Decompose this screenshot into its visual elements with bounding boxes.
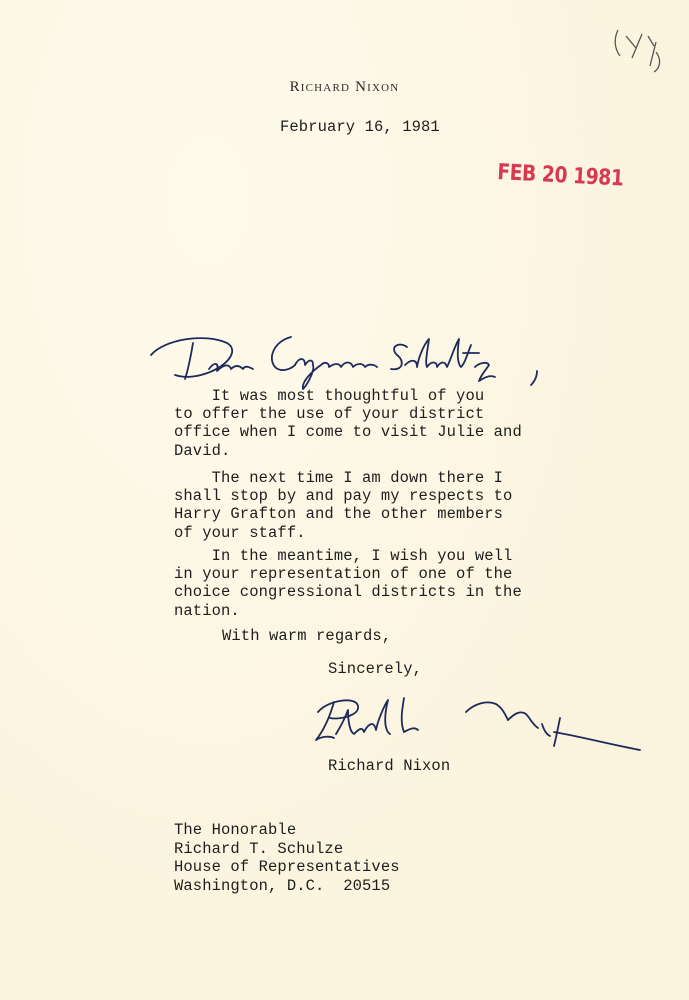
paragraph-line: Harry Grafton and the other members xyxy=(174,505,504,524)
paragraph-line: to offer the use of your district xyxy=(174,405,485,424)
paragraph-line: in your representation of one of the xyxy=(174,565,513,584)
paragraph-line: choice congressional districts in the xyxy=(174,583,522,602)
paragraph-2 xyxy=(174,469,512,542)
handwritten-signature xyxy=(308,690,648,760)
paragraph-line: nation. xyxy=(174,601,240,620)
letterhead: Richard Nixon xyxy=(289,79,400,95)
address-line: Richard T. Schulze xyxy=(174,839,344,858)
recipient-address xyxy=(174,821,400,895)
address-line: The Honorable xyxy=(174,821,297,839)
paragraph-line: David. xyxy=(174,441,231,460)
paragraph-line: The next time I am down there I xyxy=(174,469,504,487)
handwritten-corner-mark xyxy=(606,26,666,76)
paragraph-1 xyxy=(174,387,522,460)
paragraph-line: office when I come to visit Julie and xyxy=(174,423,522,442)
sign-off: Sincerely, xyxy=(328,660,423,678)
closing-line: With warm regards, xyxy=(222,627,392,645)
paragraph-line: of your staff. xyxy=(174,523,306,542)
received-date-stamp: FEB 20 1981 xyxy=(496,160,625,192)
paragraph-3 xyxy=(174,547,522,620)
paragraph-line: In the meantime, I wish you well xyxy=(174,547,513,565)
paragraph-line: shall stop by and pay my respects to xyxy=(174,487,513,506)
letter-date: February 16, 1981 xyxy=(280,118,440,136)
address-line: Washington, D.C. 20515 xyxy=(174,876,391,895)
handwritten-salutation xyxy=(145,325,555,390)
paragraph-line: It was most thoughtful of you xyxy=(174,387,485,405)
address-line: House of Representatives xyxy=(174,858,400,876)
signer-name: Richard Nixon xyxy=(328,757,451,775)
